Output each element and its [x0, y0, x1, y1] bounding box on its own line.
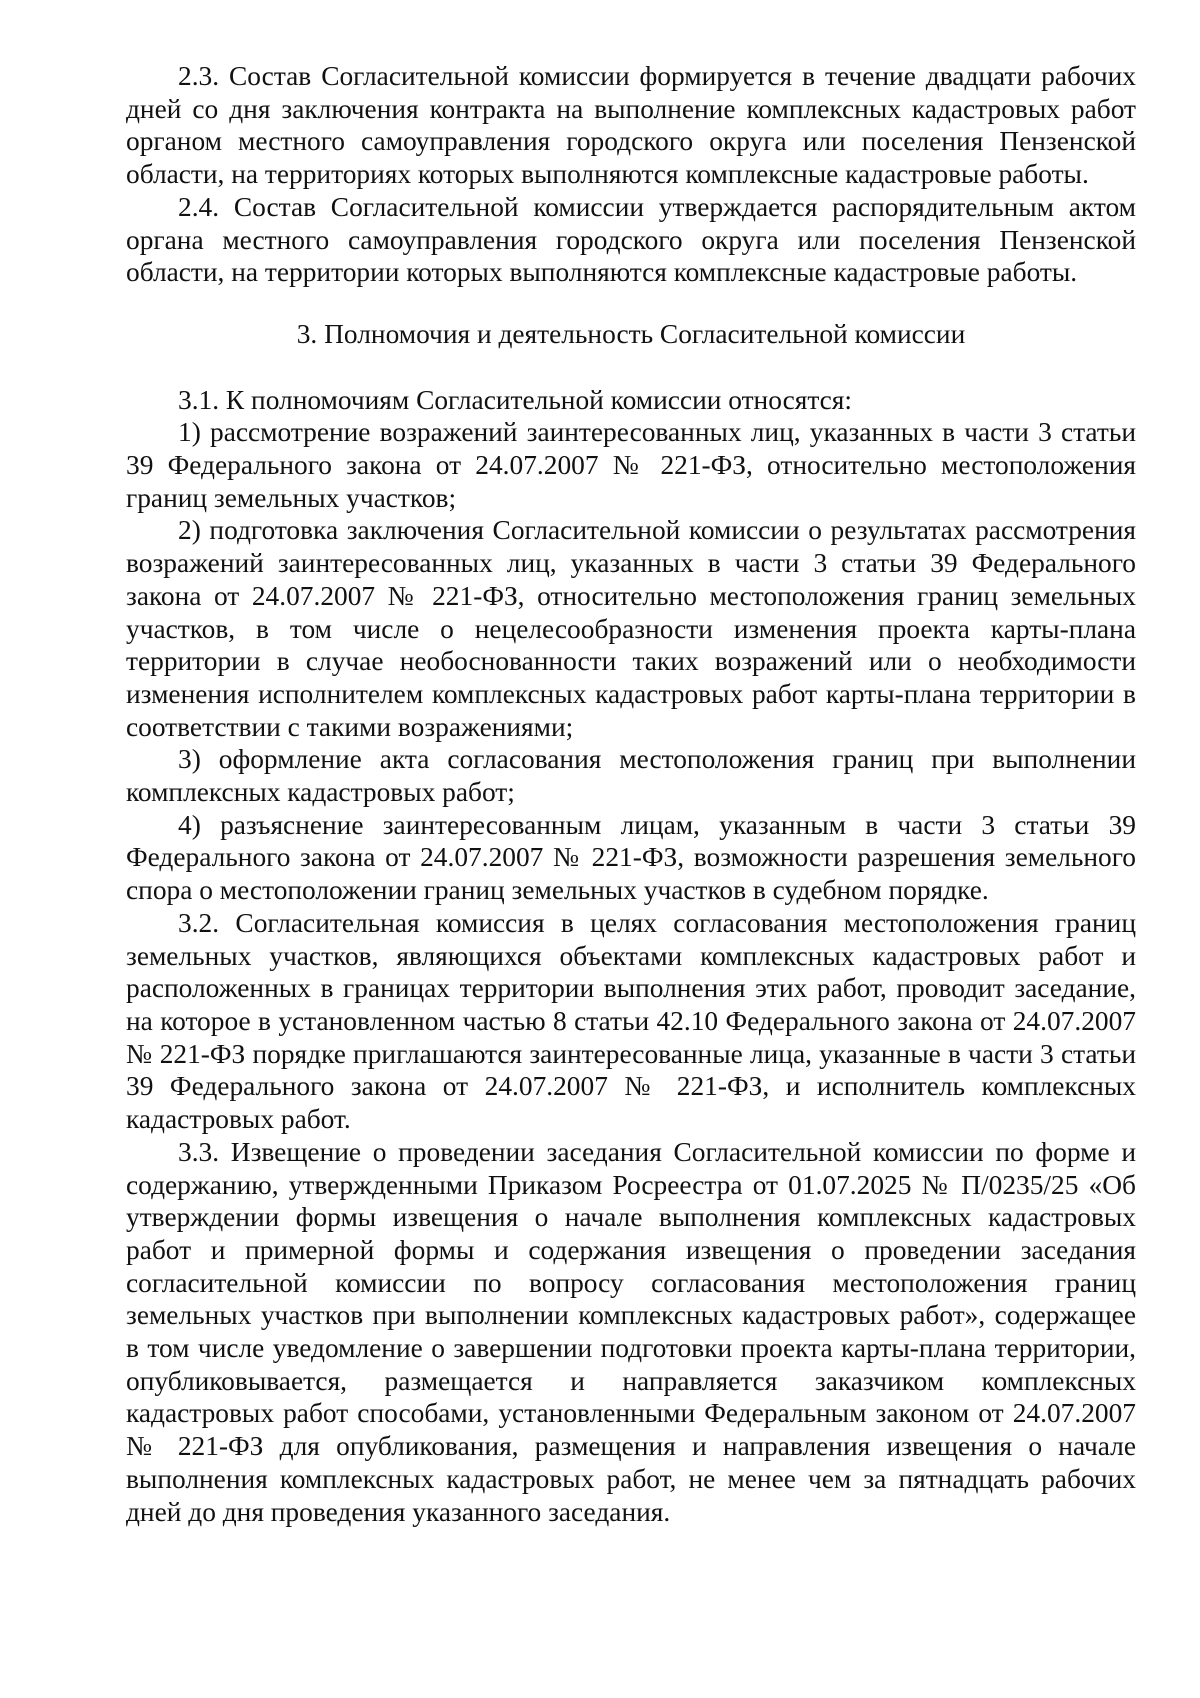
- paragraph-3-1: 3.1. К полномочиям Согласительной комиссии относятся:: [178, 384, 852, 415]
- paragraph-3-2: 3.2. Согласительная комиссия в целях согласования местоположения границ земельных участков, являющихся объектами комплексных кадастровых работ и расположенных в границах территории выполнения этих работ, проводит заседание, на которое в установленном частью 8 статьи 42.10 Федерального закона от 24.07.2007 № 221-ФЗ порядке приглашаются заинтересованные лица, указанные в части 3 статьи 39 Федерального закона от 24.07.2007 № 221-ФЗ, и исполнитель комплексных кадастровых работ.: [126, 907, 1136, 1135]
- paragraph-3-3: 3.3. Извещение о проведении заседания Согласительной комиссии по форме и содержанию, утвержденными Приказом Росреестра от 01.07.2025 № П/0235/25 «Об утверждении формы извещения о начале выполнения комплексных кадастровых работ и примерной формы и содержания извещения о проведении заседания согласительной комиссии по вопросу согласования местоположения границ земельных участков при выполнении комплексных кадастровых работ», содержащее в том числе уведомление о завершении подготовки проекта карты-плана территории, опубликовывается, размещается и направляется заказчиком комплексных кадастровых работ способами, установленными Федеральным законом от 24.07.2007 № 221-ФЗ для опубликования, размещения и направления извещения о начале выполнения комплексных кадастровых работ, не менее чем за пятнадцать рабочих дней до дня проведения указанного заседания.: [126, 1136, 1136, 1527]
- spacer: [126, 289, 1136, 318]
- list-item-3-1-1: 1) рассмотрение возражений заинтересованных лиц, указанных в части 3 статьи 39 Федерального закона от 24.07.2007 № 221-ФЗ, относительно местоположения границ земельных участков;: [126, 417, 1136, 513]
- spacer: [126, 351, 1136, 384]
- list-item-3-1-4: 4) разъяснение заинтересованным лицам, указанным в части 3 статьи 39 Федерального закона от 24.07.2007 № 221-ФЗ, возможности разрешения земельного спора о местоположении границ земельных участков в судебном порядке.: [126, 809, 1136, 906]
- paragraph-2-3: 2.3. Состав Согласительной комиссии формируется в течение двадцати рабочих дней со дня заключения контракта на выполнение комплексных кадастровых работ органом местного самоуправления городского округа или поселения Пензенской области, на территориях которых выполняются комплексные кадастровые работы.: [126, 61, 1136, 190]
- list-item-3-1-3: 3) оформление акта согласования местоположения границ при выполнении комплексных кадастровых работ;: [126, 744, 1136, 808]
- document-page: [126, 60, 1136, 1528]
- list-item-3-1-2: 2) подготовка заключения Согласительной комиссии о результатах рассмотрения возражений заинтересованных лиц, указанных в части 3 статьи 39 Федерального закона от 24.07.2007 № 221-ФЗ, относительно местоположения границ земельных участков, в том числе о нецелесообразности изменения проекта карты-плана территории в случае необоснованности таких возражений или о необходимости изменения исполнителем комплексных кадастровых работ карты-плана территории в соответствии с такими возражениями;: [126, 515, 1136, 742]
- section-3-heading: 3. Полномочия и деятельность Согласительной комиссии: [296, 318, 966, 349]
- paragraph-2-4: 2.4. Состав Согласительной комиссии утверждается распорядительным актом органа местного самоуправления городского округа или поселения Пензенской области, на территории которых выполняются комплексные кадастровые работы.: [126, 191, 1136, 288]
